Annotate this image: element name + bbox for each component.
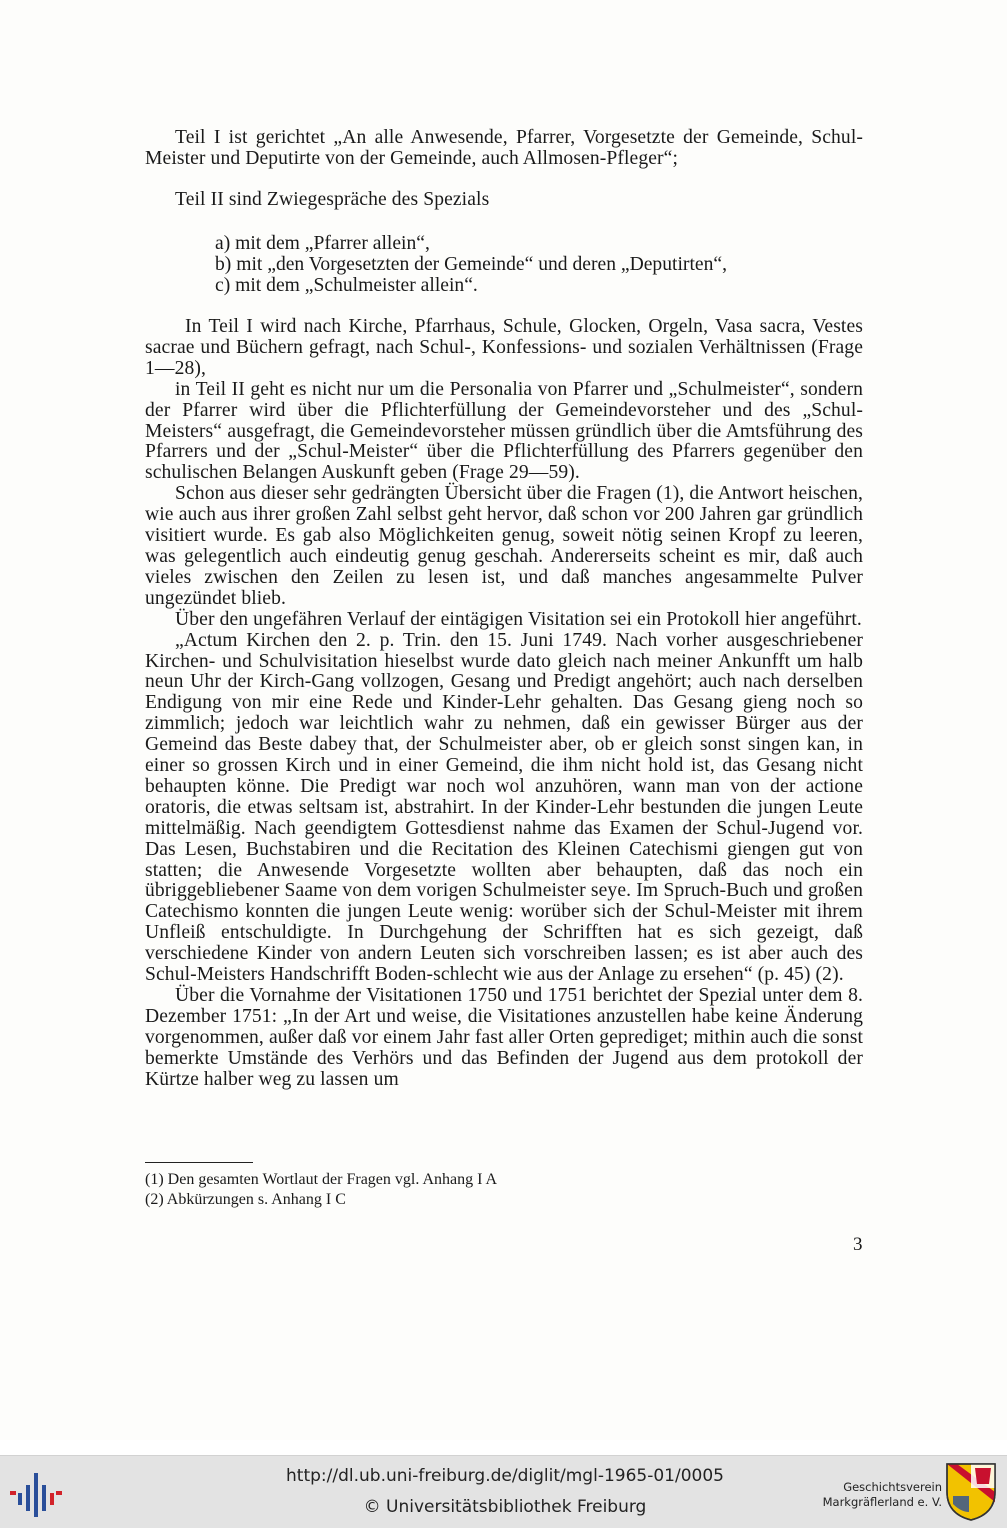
footnote-1: (1) Den gesamten Wortlaut der Fragen vgl. Anhang I A bbox=[145, 1171, 498, 1188]
permalink-url[interactable]: http://dl.ub.uni-freiburg.de/diglit/mgl-1965-01/0005 bbox=[286, 1466, 724, 1486]
society-name bbox=[805, 1480, 942, 1510]
footnote-2: (2) Abkürzungen s. Anhang I C bbox=[145, 1191, 346, 1208]
paragraph-teil-2: Teil II sind Zwiegespräche des Spezials bbox=[175, 189, 490, 210]
text-column-2 bbox=[145, 190, 863, 211]
list-item-a: a) mit dem „Pfarrer allein“, bbox=[215, 233, 430, 254]
paragraph-teil-1: Teil I ist gerichtet „An alle Anwesende, Pfarrer, Vorgesetzte der Gemeinde, Schul-Meister und Deputirte von der Gemeinde, auch Allmosen-Pfleger“; bbox=[145, 127, 863, 169]
society-line-2: Markgräflerland e. V. bbox=[822, 1495, 942, 1509]
coat-of-arms-icon bbox=[945, 1462, 997, 1522]
paragraph-overview: Schon aus dieser sehr gedrängten Übersicht über die Fragen (1), die Antwort heischen, wie auch aus ihrer großen Zahl selbst geht hervor, daß schon vor 200 Jahren gar gründlich visitiert wurde. Es gab also Möglichkeiten genug, soweit nötig seinen Kropf zu leeren, was gelegentlich auch eindeutig genug geschah. Andererseits scheint es mir, daß auch vieles zwischen den Zeilen zu lesen ist, und daß manches angesammelte Pulver ungezündet blieb. bbox=[145, 483, 863, 609]
list-item-c: c) mit dem „Schulmeister allein“. bbox=[215, 275, 478, 296]
society-line-1: Geschichtsverein bbox=[843, 1480, 942, 1494]
copyright-notice: © Universitätsbibliothek Freiburg bbox=[363, 1497, 647, 1517]
list-item-b: b) mit „den Vorgesetzten der Gemeinde“ und deren „Deputirten“, bbox=[215, 254, 727, 275]
paragraph-protocol-intro: Über den ungefähren Verlauf der eintägigen Visitation sei ein Protokoll hier angeführt. bbox=[175, 608, 862, 630]
paragraph-protocol-quote: „Actum Kirchen den 2. p. Trin. den 15. Juni 1749. Nach vorher ausgeschriebener Kirchen- und Schulvisitation hieselbst wurde dato gleich nach meiner Ankunfft um halb neun Uhr der Kirch-Gang vollzogen, Gesang und Predigt angehört; auch nach derselben Endigung von mir eine Rede und Kinder-Lehr gehalten. Das Gesang gieng noch so zimmlich; jedoch war leichtlich wahr zu nehmen, daß ein gewisser Bürger aus der Gemeind das Beste dabey that, der Schulmeister aber, ob er gleich sonst singen kan, in einer so grossen Kirch und in einer Gemeind, die ihm nicht hold ist, das Gesang nicht behaupten könne. Die Predigt war noch wol anzuhören, wann man von der actione oratoris, die etwas seltsam ist, abstrahirt. In der Kinder-Lehr bestunden die jungen Leute mittelmäßig. Nach geendigtem Gottesdienst nahme das Examen der Schul-Jugend vor. Das Lesen, Buchstabiren und die Recitation des Kleinen Catechismi giengen gut von statten; die Anwesende Vorgesetzte wollten aber behaupten, daß das noch ein übriggebliebener Saame von dem vorigen Schulmeister seye. Im Spruch-Buch und großen Catechismo konnten die jungen Leute wenig: worüber sich der Schul-Meister mit ihrem Unfleiß entschuldigte. In Durchgehung der Schrifften hat es sich gezeigt, daß verschiedene Kinder von andern Leuten sich vorschreiben lassen; es ist aber auch des Schul-Meisters Handschrifft Boden-schlecht wie aus der Anlage zu ersehen“ (p. 45) (2). bbox=[145, 629, 863, 986]
footnote-divider bbox=[145, 1162, 253, 1163]
text-column-3 bbox=[145, 317, 863, 1091]
paragraph-teil-2-details: in Teil II geht es nicht nur um die Personalia von Pfarrer und „Schulmeister“, sondern der Pfarrer wird über die Pflichterfüllung der Gemeindevorsteher und des „Schul-Meisters“ ausgefragt, die Gemeindevorsteher müssen gründlich über die Amtsführung des Pfarrers und der „Schul-Meister“ über die Pflichterfüllung des Pfarrers gegenüber den schulischen Belangen Auskunft geben (Frage 29—59). bbox=[145, 378, 863, 484]
paragraph-teil-1-details: In Teil I wird nach Kirche, Pfarrhaus, Schule, Glocken, Orgeln, Vasa sacra, Vestes sacrae und Büchern gefragt, nach Schul-, Konfessions- und sozialen Verhältnissen (Frage 1—28), bbox=[145, 316, 863, 379]
ub-freiburg-logo-icon[interactable] bbox=[10, 1467, 62, 1519]
page-number: 3 bbox=[853, 1234, 863, 1255]
text-column bbox=[145, 128, 863, 170]
viewer-footer-bar bbox=[0, 1455, 1007, 1528]
paragraph-visitations-1750: Über die Vornahme der Visitationen 1750 und 1751 berichtet der Spezial unter dem 8. Dezember 1751: „In der Art und weise, die Visitationes anzustellen habe keine Änderung vorgenommen, außer daß vor einem Jahr fast aller Orten geprediget; mithin auch die sonst bemerkte Umstände des Verhörs und das Befinden der Jugend aus dem protokoll der Kürtze halber weg zu lassen um bbox=[145, 985, 863, 1090]
